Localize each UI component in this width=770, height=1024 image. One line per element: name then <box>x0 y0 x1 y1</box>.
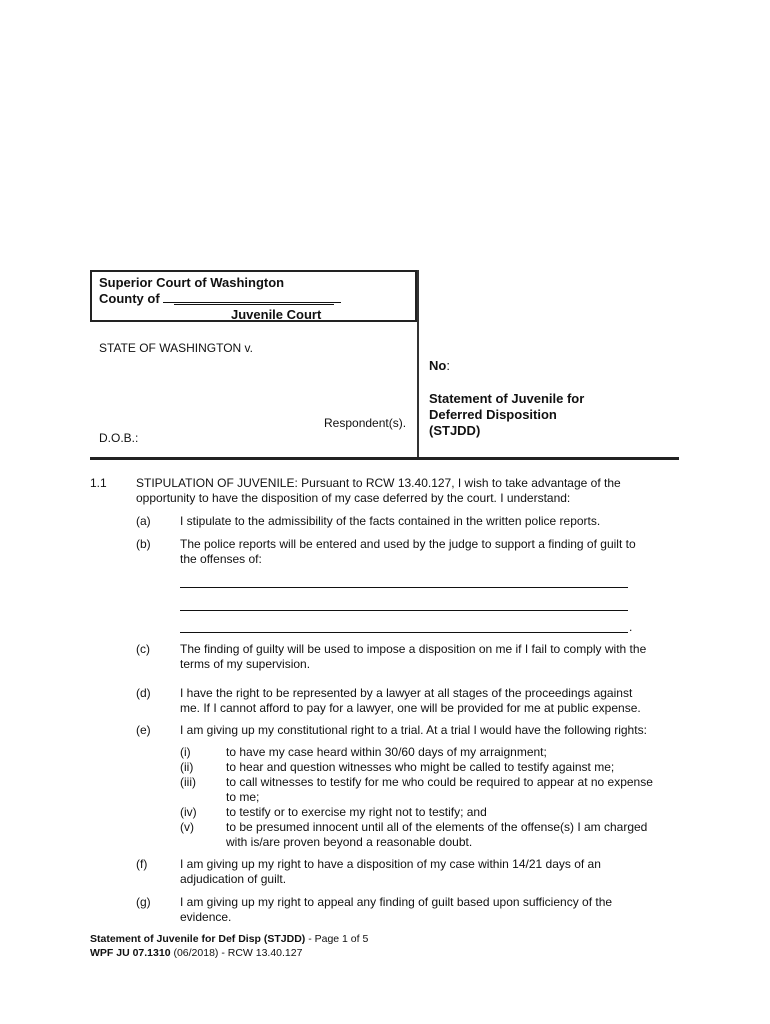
form-title-line-1: Statement of Juvenile for <box>429 391 585 406</box>
footer-rev: (06/2018) - RCW 13.40.127 <box>170 947 303 959</box>
offense-period: . <box>629 620 633 634</box>
item-c-line-1: The finding of guilty will be used to impose a disposition on me if I fail to comply with the <box>180 642 647 656</box>
juvenile-court-row <box>99 306 344 322</box>
footer-line-1 <box>90 932 368 946</box>
item-f-text <box>180 857 601 887</box>
section-intro <box>136 476 621 506</box>
form-title-line-3: (STJDD) <box>429 423 481 438</box>
right-v-line-1: to be presumed innocent until all of the elements of the offense(s) I am charged <box>226 820 648 834</box>
right-ii-line-1: to hear and question witnesses who might be called to testify against me; <box>226 760 615 774</box>
section-intro-line-2: opportunity to have the disposition of my case deferred by the court. I understand: <box>136 491 571 505</box>
footer-title: Statement of Juvenile for Def Disp (STJDD) <box>90 933 306 945</box>
item-c-text <box>180 642 646 672</box>
item-f-line-1: I am giving up my right to have a disposition of my case within 14/21 days of an <box>180 857 601 871</box>
juvenile-court-rule <box>174 304 334 305</box>
item-d-label: (d) <box>136 686 151 700</box>
item-e-label: (e) <box>136 723 151 737</box>
page-footer <box>90 932 368 960</box>
item-b-label: (b) <box>136 537 151 551</box>
footer-form-no: WPF JU 07.1310 <box>90 947 171 959</box>
court-name: Superior Court of Washington <box>99 275 285 290</box>
right-iii-line-2: to me; <box>226 790 260 804</box>
offense-line-3[interactable] <box>180 632 628 633</box>
right-iii-text <box>226 775 653 805</box>
right-i-label: (i) <box>180 745 191 759</box>
footer-line-2 <box>90 946 368 960</box>
item-g-line-1: I am giving up my right to appeal any finding of guilt based upon sufficiency of the <box>180 895 613 909</box>
item-a-label: (a) <box>136 514 151 528</box>
right-i-text <box>226 745 547 760</box>
item-d-line-1: I have the right to be represented by a lawyer at all stages of the proceedings against <box>180 686 633 700</box>
item-g-line-2: evidence. <box>180 910 232 924</box>
case-number-label: No <box>429 358 447 373</box>
state-v: STATE OF WASHINGTON v. <box>99 341 254 355</box>
juvenile-court-label: Juvenile Court <box>231 307 322 322</box>
footer-page: - Page 1 of 5 <box>305 933 369 945</box>
right-iv-label: (iv) <box>180 805 197 819</box>
dob-label: D.O.B.: <box>99 431 139 445</box>
offense-line-1[interactable] <box>180 587 628 588</box>
right-i-line-1: to have my case heard within 30/60 days of my arraignment; <box>226 745 547 759</box>
case-number-colon: : <box>446 358 450 373</box>
right-v-text <box>226 820 647 850</box>
item-d-text <box>180 686 641 716</box>
right-ii-label: (ii) <box>180 760 194 774</box>
item-c-line-2: terms of my supervision. <box>180 657 311 671</box>
item-a-text <box>180 514 600 529</box>
item-f-label: (f) <box>136 857 148 871</box>
respondents-label: Respondent(s). <box>324 416 407 430</box>
item-e-line-1: I am giving up my constitutional right to a trial. At a trial I would have the following rights: <box>180 723 647 737</box>
right-iv-line-1: to testify or to exercise my right not to testify; and <box>226 805 487 819</box>
item-a-line-1: I stipulate to the admissibility of the facts contained in the written police reports. <box>180 514 601 528</box>
right-iii-label: (iii) <box>180 775 196 789</box>
offense-line-2[interactable] <box>180 610 628 611</box>
caption-divider <box>417 270 419 458</box>
item-f-line-2: adjudication of guilt. <box>180 872 287 886</box>
item-e-text <box>180 723 647 738</box>
right-v-line-2: with is/are proven beyond a reasonable doubt. <box>226 835 473 849</box>
item-b-line-1: The police reports will be entered and used by the judge to support a finding of guilt to <box>180 537 636 551</box>
right-v-label: (v) <box>180 820 194 834</box>
county-blank[interactable] <box>163 292 341 303</box>
item-g-text <box>180 895 612 925</box>
section-intro-line-1: STIPULATION OF JUVENILE: Pursuant to RCW 13.40.127, I wish to take advantage of the <box>136 476 621 490</box>
item-b-line-2: the offenses of: <box>180 552 262 566</box>
item-g-label: (g) <box>136 895 151 909</box>
right-iv-text <box>226 805 487 820</box>
section-number: 1.1 <box>90 476 107 490</box>
right-iii-line-1: to call witnesses to testify for me who could be required to appear at no expense <box>226 775 653 789</box>
item-b-text <box>180 537 636 567</box>
case-number-row <box>429 358 450 373</box>
county-label: County of <box>99 291 160 306</box>
right-ii-text <box>226 760 614 775</box>
form-title-line-2: Deferred Disposition <box>429 407 557 422</box>
item-d-line-2: me. If I cannot afford to pay for a lawyer, one will be provided for me at public expense. <box>180 701 641 715</box>
form-title <box>429 391 584 439</box>
caption-bottom-rule <box>90 457 679 460</box>
item-c-label: (c) <box>136 642 150 656</box>
